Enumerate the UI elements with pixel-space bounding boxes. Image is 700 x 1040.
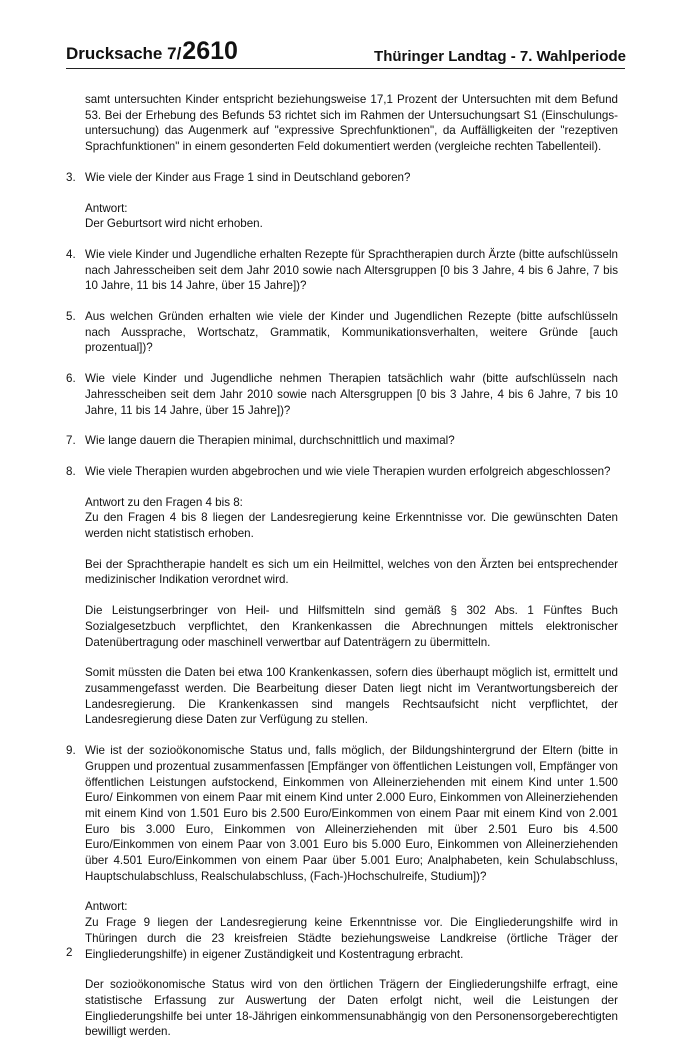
question-number: 5. xyxy=(66,310,76,324)
question-text: Aus welchen Gründen erhalten wie viele der Kinder und Jugendlichen Rezepte (bitte aufschlüsseln nach Aussprache, Wortschatz, Grammatik, Kommunikationsverhalten, weitere Gründe [auch prozentual])? xyxy=(85,310,618,355)
question-number: 3. xyxy=(66,170,76,184)
drucksache-label xyxy=(66,39,238,64)
landtag-title: Thüringer Landtag - 7. Wahlperiode xyxy=(374,48,626,65)
question-6 xyxy=(66,371,618,418)
question-9 xyxy=(66,743,618,884)
page-header xyxy=(66,38,626,64)
question-5 xyxy=(66,309,618,356)
answer-4-8-label: Antwort zu den Fragen 4 bis 8: xyxy=(85,495,243,509)
question-text: Wie viele Therapien wurden abgebrochen und wie viele Therapien wurden erfolgreich abgeschlossen? xyxy=(85,464,611,478)
answer-9-label: Antwort: xyxy=(85,900,128,914)
question-number: 7. xyxy=(66,434,76,448)
header-rule xyxy=(66,68,625,69)
answer-3-label: Antwort: xyxy=(85,201,128,215)
question-number: 4. xyxy=(66,247,76,261)
question-text: Wie lange dauern die Therapien minimal, durchschnittlich und maximal? xyxy=(85,434,455,448)
drucksache-number: 2610 xyxy=(182,37,238,65)
answer-3-text: Der Geburtsort wird nicht erhoben. xyxy=(85,217,263,231)
drucksache-prefix: Drucksache 7/ xyxy=(66,44,182,63)
answer-9-paragraph-2: Der sozioökonomische Status wird von den örtlichen Trägern der Eingliederungshilfe erfragt, eine statistische Erfassung zur Auswertung der Daten erfolgt nicht, weil die Leistungen der Eingliederungshilfe bei unter 18-Jährigen einkommensunabhängig von den Personensorgeberechtigten bewilligt werden. xyxy=(85,978,618,1039)
question-number: 9. xyxy=(66,744,76,758)
question-text: Wie viele Kinder und Jugendliche nehmen Therapien tatsächlich wahr (bitte aufschlüsseln nach Jahresscheiben seit dem Jahr 2010 sowie nach Altersgruppen [0 bis 3 Jahre, 4 bis 6 Jahre, 7 bis 10 Jahre, 11 bis 14 Jahre, über 15 Jahre])? xyxy=(85,372,618,417)
question-number: 6. xyxy=(66,372,76,386)
answer-4-8-paragraph-4: Somit müssten die Daten bei etwa 100 Krankenkassen, sofern dies überhaupt möglich ist, ermittelt und zusammengefasst werden. Die Bearbeitung dieser Daten liegt nicht im Verantwortungsbereich der Landesregierung. Die Krankenkassen sind mangels Rechtsaufsicht nicht verpflichtet, der Landesregierung diese Daten zur Verfügung zu stellen. xyxy=(85,666,618,727)
question-text: Wie viele der Kinder aus Frage 1 sind in Deutschland geboren? xyxy=(85,170,411,184)
page-number: 2 xyxy=(66,946,73,959)
question-7 xyxy=(66,433,618,449)
question-text: Wie viele Kinder und Jugendliche erhalten Rezepte für Sprachtherapien durch Ärzte (bitte aufschlüsseln nach Jahresscheiben seit dem Jahr 2010 sowie nach Altersgruppen [0 bis 3 Jahre, 4 bis 6 Jahre, 7 bis 10 Jahre, 11 bis 14 Jahre, über 15 Jahre])? xyxy=(85,247,618,293)
document-body xyxy=(66,92,618,1040)
question-4 xyxy=(66,247,618,294)
answer-4-8-paragraph-2: Bei der Sprachtherapie handelt es sich um ein Heilmittel, welches von den Ärzten bei entsprechender medizinischer Indikation verordnet wird. xyxy=(85,557,618,587)
intro-paragraph: samt untersuchten Kinder entspricht beziehungsweise 17,1 Prozent der Untersuchten mit dem Befund 53. Bei der Erhebung des Befunds 53 richtet sich im Rahmen der Untersuchungsart S1 (Einschulungs-untersuchung) das Augenmerk auf "expressive Sprechfunktionen", da Auffälligkeiten der "rezeptiven Sprachfunktionen" in einem gesonderten Feld dokumentiert werden (vergleiche rechten Tabellenteil). xyxy=(85,93,618,154)
question-3 xyxy=(66,170,618,186)
question-text: Wie ist der sozioökonomische Status und, falls möglich, der Bildungshintergrund der Eltern (bitte in Gruppen und prozentual zusammenfassen [Empfänger von öffentlichen Leistungen voll, Empfänger von öffentlichen Leistungen aufstockend, Einkommen von Alleinerziehenden mit einem Kind unter 1.500 Euro/ Einkommen von einem Paar mit einem Kind unter 2.000 Euro, Einkommen von Alleinerziehenden mit einem Kind von 1.501 Euro bis 2.500 Euro/Einkommen von einem Paar mit einem Kind von 2.001 Euro bis 3.000 Euro, Einkommen von Alleinerziehenden mit über 2.501 Euro bis 4.500 Euro/Einkommen von einem Paar von 3.001 Euro bis 5.000 Euro, Einkommen von Alleinerziehenden über 4.501 Euro/Einkommen von einem Paar über 5.001 Euro; Analphabeten, kein Schulabschluss, Hauptschulabschluss, Realschulabschluss, (Fach-)Hochschulreife, Studium])? xyxy=(85,744,618,883)
answer-4-8-paragraph-1: Zu den Fragen 4 bis 8 liegen der Landesregierung keine Erkenntnisse vor. Die gewünschten Daten werden nicht statistisch erhoben. xyxy=(85,511,618,541)
answer-4-8-paragraph-3: Die Leistungserbringer von Heil- und Hilfsmitteln sind gemäß § 302 Abs. 1 Fünftes Buch Sozialgesetzbuch verpflichtet, den Krankenkassen die Abrechnungen mittels elektronischer Datenübertragung oder maschinell verwertbar auf Datenträgern zu übermitteln. xyxy=(85,604,618,649)
answer-9-paragraph-1: Zu Frage 9 liegen der Landesregierung keine Erkenntnisse vor. Die Eingliederungshilfe wird in Thüringen durch die 23 kreisfreien Städte beziehungsweise Landkreise (örtliche Träger der Eingliederungshilfe) in eigener Zuständigkeit und Kostentragung erbracht. xyxy=(85,916,618,961)
question-number: 8. xyxy=(66,464,76,478)
question-8 xyxy=(66,464,618,480)
